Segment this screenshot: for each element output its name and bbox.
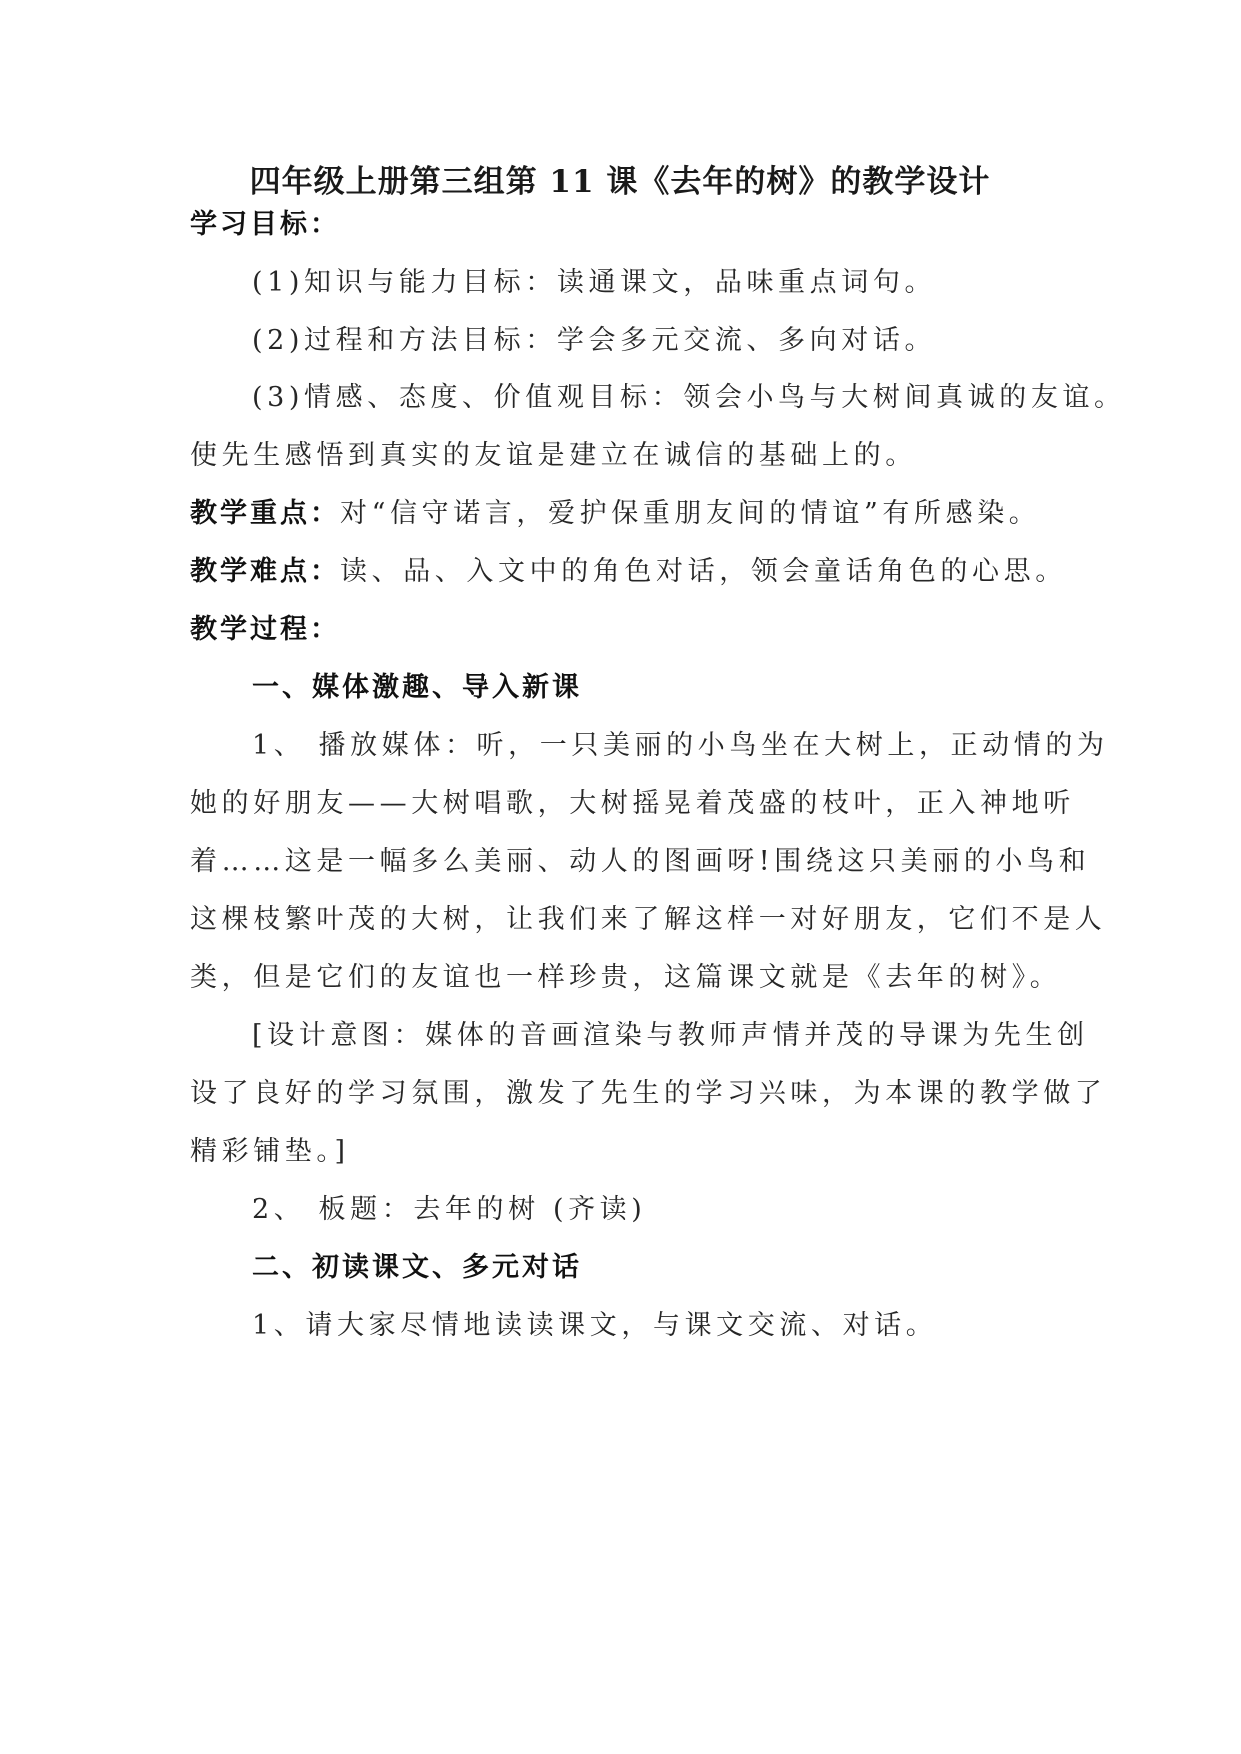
section-1-heading: 一、媒体激趣、导入新课 <box>252 672 582 703</box>
step-1-1-line-1: 1、 播放媒体：听，一只美丽的小鸟坐在大树上，正动情的为 <box>252 730 1109 761</box>
teaching-difficulty-text: 读、品、入文中的角色对话，领会童话角色的心思。 <box>340 556 1067 587</box>
objective-2: (2)过程和方法目标：学会多元交流、多向对话。 <box>252 325 937 356</box>
design-intent-line-3: 精彩铺垫。] <box>190 1136 350 1167</box>
step-1-1-line-4: 这棵枝繁叶茂的大树，让我们来了解这样一对好朋友，它们不是人 <box>190 904 1107 935</box>
teaching-key-point <box>190 494 1040 534</box>
teaching-key-point-label: 教学重点： <box>190 498 340 529</box>
step-1-1-line-3: 着……这是一幅多么美丽、动人的图画呀!围绕这只美丽的小鸟和 <box>190 846 1091 877</box>
objective-3-line-1: (3)情感、态度、价值观目标：领会小鸟与大树间真诚的友谊。 <box>252 382 1126 413</box>
objectives-heading: 学习目标： <box>190 209 340 240</box>
teaching-difficulty <box>190 552 1067 592</box>
teaching-difficulty-label: 教学难点： <box>190 556 340 587</box>
process-heading: 教学过程： <box>190 614 340 645</box>
design-intent-line-2: 设了良好的学习氛围，激发了先生的学习兴味，为本课的教学做了 <box>190 1078 1107 1109</box>
objective-3-line-2: 使先生感悟到真实的友谊是建立在诚信的基础上的。 <box>190 440 917 471</box>
step-1-1-line-5: 类，但是它们的友谊也一样珍贵，这篇课文就是《去年的树》。 <box>190 962 1062 993</box>
objective-1: (1)知识与能力目标：读通课文，品味重点词句。 <box>252 267 937 298</box>
step-2-1: 1、请大家尽情地读读课文，与课文交流、对话。 <box>252 1310 938 1341</box>
document-title: 四年级上册第三组第 11 课《去年的树》的教学设计 <box>249 164 991 200</box>
step-1-1-line-2: 她的好朋友——大树唱歌，大树摇晃着茂盛的枝叶，正入神地听 <box>190 788 1075 819</box>
step-1-2: 2、 板题：去年的树 (齐读) <box>252 1194 647 1225</box>
design-intent-line-1: [设计意图：媒体的音画渲染与教师声情并茂的导课为先生创 <box>252 1020 1089 1051</box>
section-2-heading: 二、初读课文、多元对话 <box>252 1252 582 1283</box>
teaching-key-point-text: 对“信守诺言，爱护保重朋友间的情谊”有所感染。 <box>340 498 1041 529</box>
